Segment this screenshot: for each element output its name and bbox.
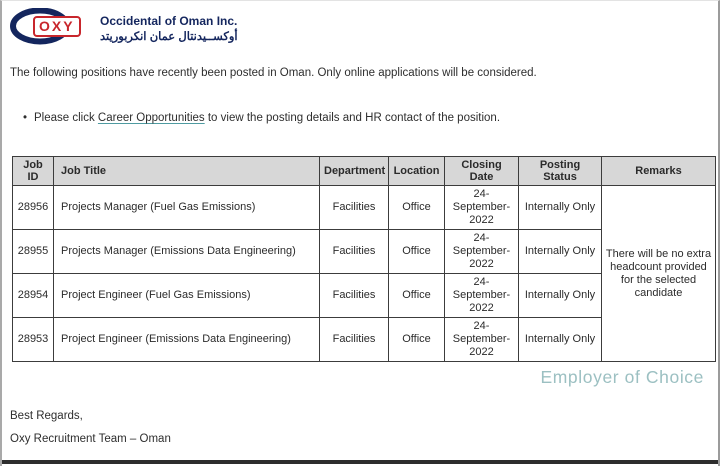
column-header-remarks: Remarks <box>602 157 716 186</box>
cell-job-id: 28956 <box>13 186 54 230</box>
column-header-posting-status: Posting Status <box>519 157 602 186</box>
cell-closing-date: 24- September- 2022 <box>445 186 519 230</box>
jobs-table-body <box>13 186 716 362</box>
cell-closing-date: 24- September- 2022 <box>445 318 519 362</box>
signature-line1: Best Regards, <box>10 410 83 422</box>
cell-department: Facilities <box>320 186 389 230</box>
company-name-english: Occidental of Oman Inc. <box>100 14 238 28</box>
column-header-location: Location <box>389 157 445 186</box>
column-header-department: Department <box>320 157 389 186</box>
cell-job-title: Project Engineer (Fuel Gas Emissions) <box>54 274 320 318</box>
signature-block <box>10 405 171 451</box>
employer-of-choice-slogan: Employer of Choice <box>540 367 704 387</box>
cell-closing-date: 24- September- 2022 <box>445 230 519 274</box>
bullet-icon: • <box>23 112 28 124</box>
cell-remarks: There will be no extra headcount provided for the selected candidate <box>602 186 716 362</box>
bottom-divider-bar <box>0 460 720 464</box>
cell-location: Office <box>389 318 445 362</box>
jobs-table <box>12 156 716 362</box>
jobs-table-wrap <box>12 156 716 362</box>
cell-posting-status: Internally Only <box>519 230 602 274</box>
table-row <box>13 186 716 230</box>
bullet-line <box>23 111 713 126</box>
column-header-closing-date: Closing Date <box>445 157 519 186</box>
column-header-job-title: Job Title <box>54 157 320 186</box>
cell-posting-status: Internally Only <box>519 274 602 318</box>
cell-job-id: 28955 <box>13 230 54 274</box>
career-opportunities-link[interactable]: Career Opportunities <box>97 112 205 124</box>
bullet-text-suffix: to view the posting details and HR contact of the position. <box>204 112 501 124</box>
header-row <box>13 157 716 186</box>
cell-job-id: 28954 <box>13 274 54 318</box>
cell-posting-status: Internally Only <box>519 186 602 230</box>
oxy-wordmark: OXY <box>33 16 81 37</box>
cell-location: Office <box>389 186 445 230</box>
cell-department: Facilities <box>320 318 389 362</box>
cell-department: Facilities <box>320 274 389 318</box>
cell-job-id: 28953 <box>13 318 54 362</box>
company-names <box>100 6 238 45</box>
bullet-text-prefix: Please click <box>34 112 98 124</box>
cell-location: Office <box>389 274 445 318</box>
company-name-arabic: أوكســيدنتال عمان انكربوريتد <box>100 31 238 43</box>
cell-job-title: Projects Manager (Fuel Gas Emissions) <box>54 186 320 230</box>
jobs-table-header <box>13 157 716 186</box>
cell-closing-date: 24- September- 2022 <box>445 274 519 318</box>
intro-paragraph: The following positions have recently been posted in Oman. Only online applications will be considered. <box>10 67 537 79</box>
signature-line2: Oxy Recruitment Team – Oman <box>10 433 171 445</box>
cell-job-title: Projects Manager (Emissions Data Engineering) <box>54 230 320 274</box>
cell-posting-status: Internally Only <box>519 318 602 362</box>
oxy-logo-mark <box>10 6 102 48</box>
oxy-logo <box>10 6 238 48</box>
cell-department: Facilities <box>320 230 389 274</box>
cell-job-title: Project Engineer (Emissions Data Engineering) <box>54 318 320 362</box>
cell-location: Office <box>389 230 445 274</box>
column-header-job-id: Job ID <box>13 157 54 186</box>
